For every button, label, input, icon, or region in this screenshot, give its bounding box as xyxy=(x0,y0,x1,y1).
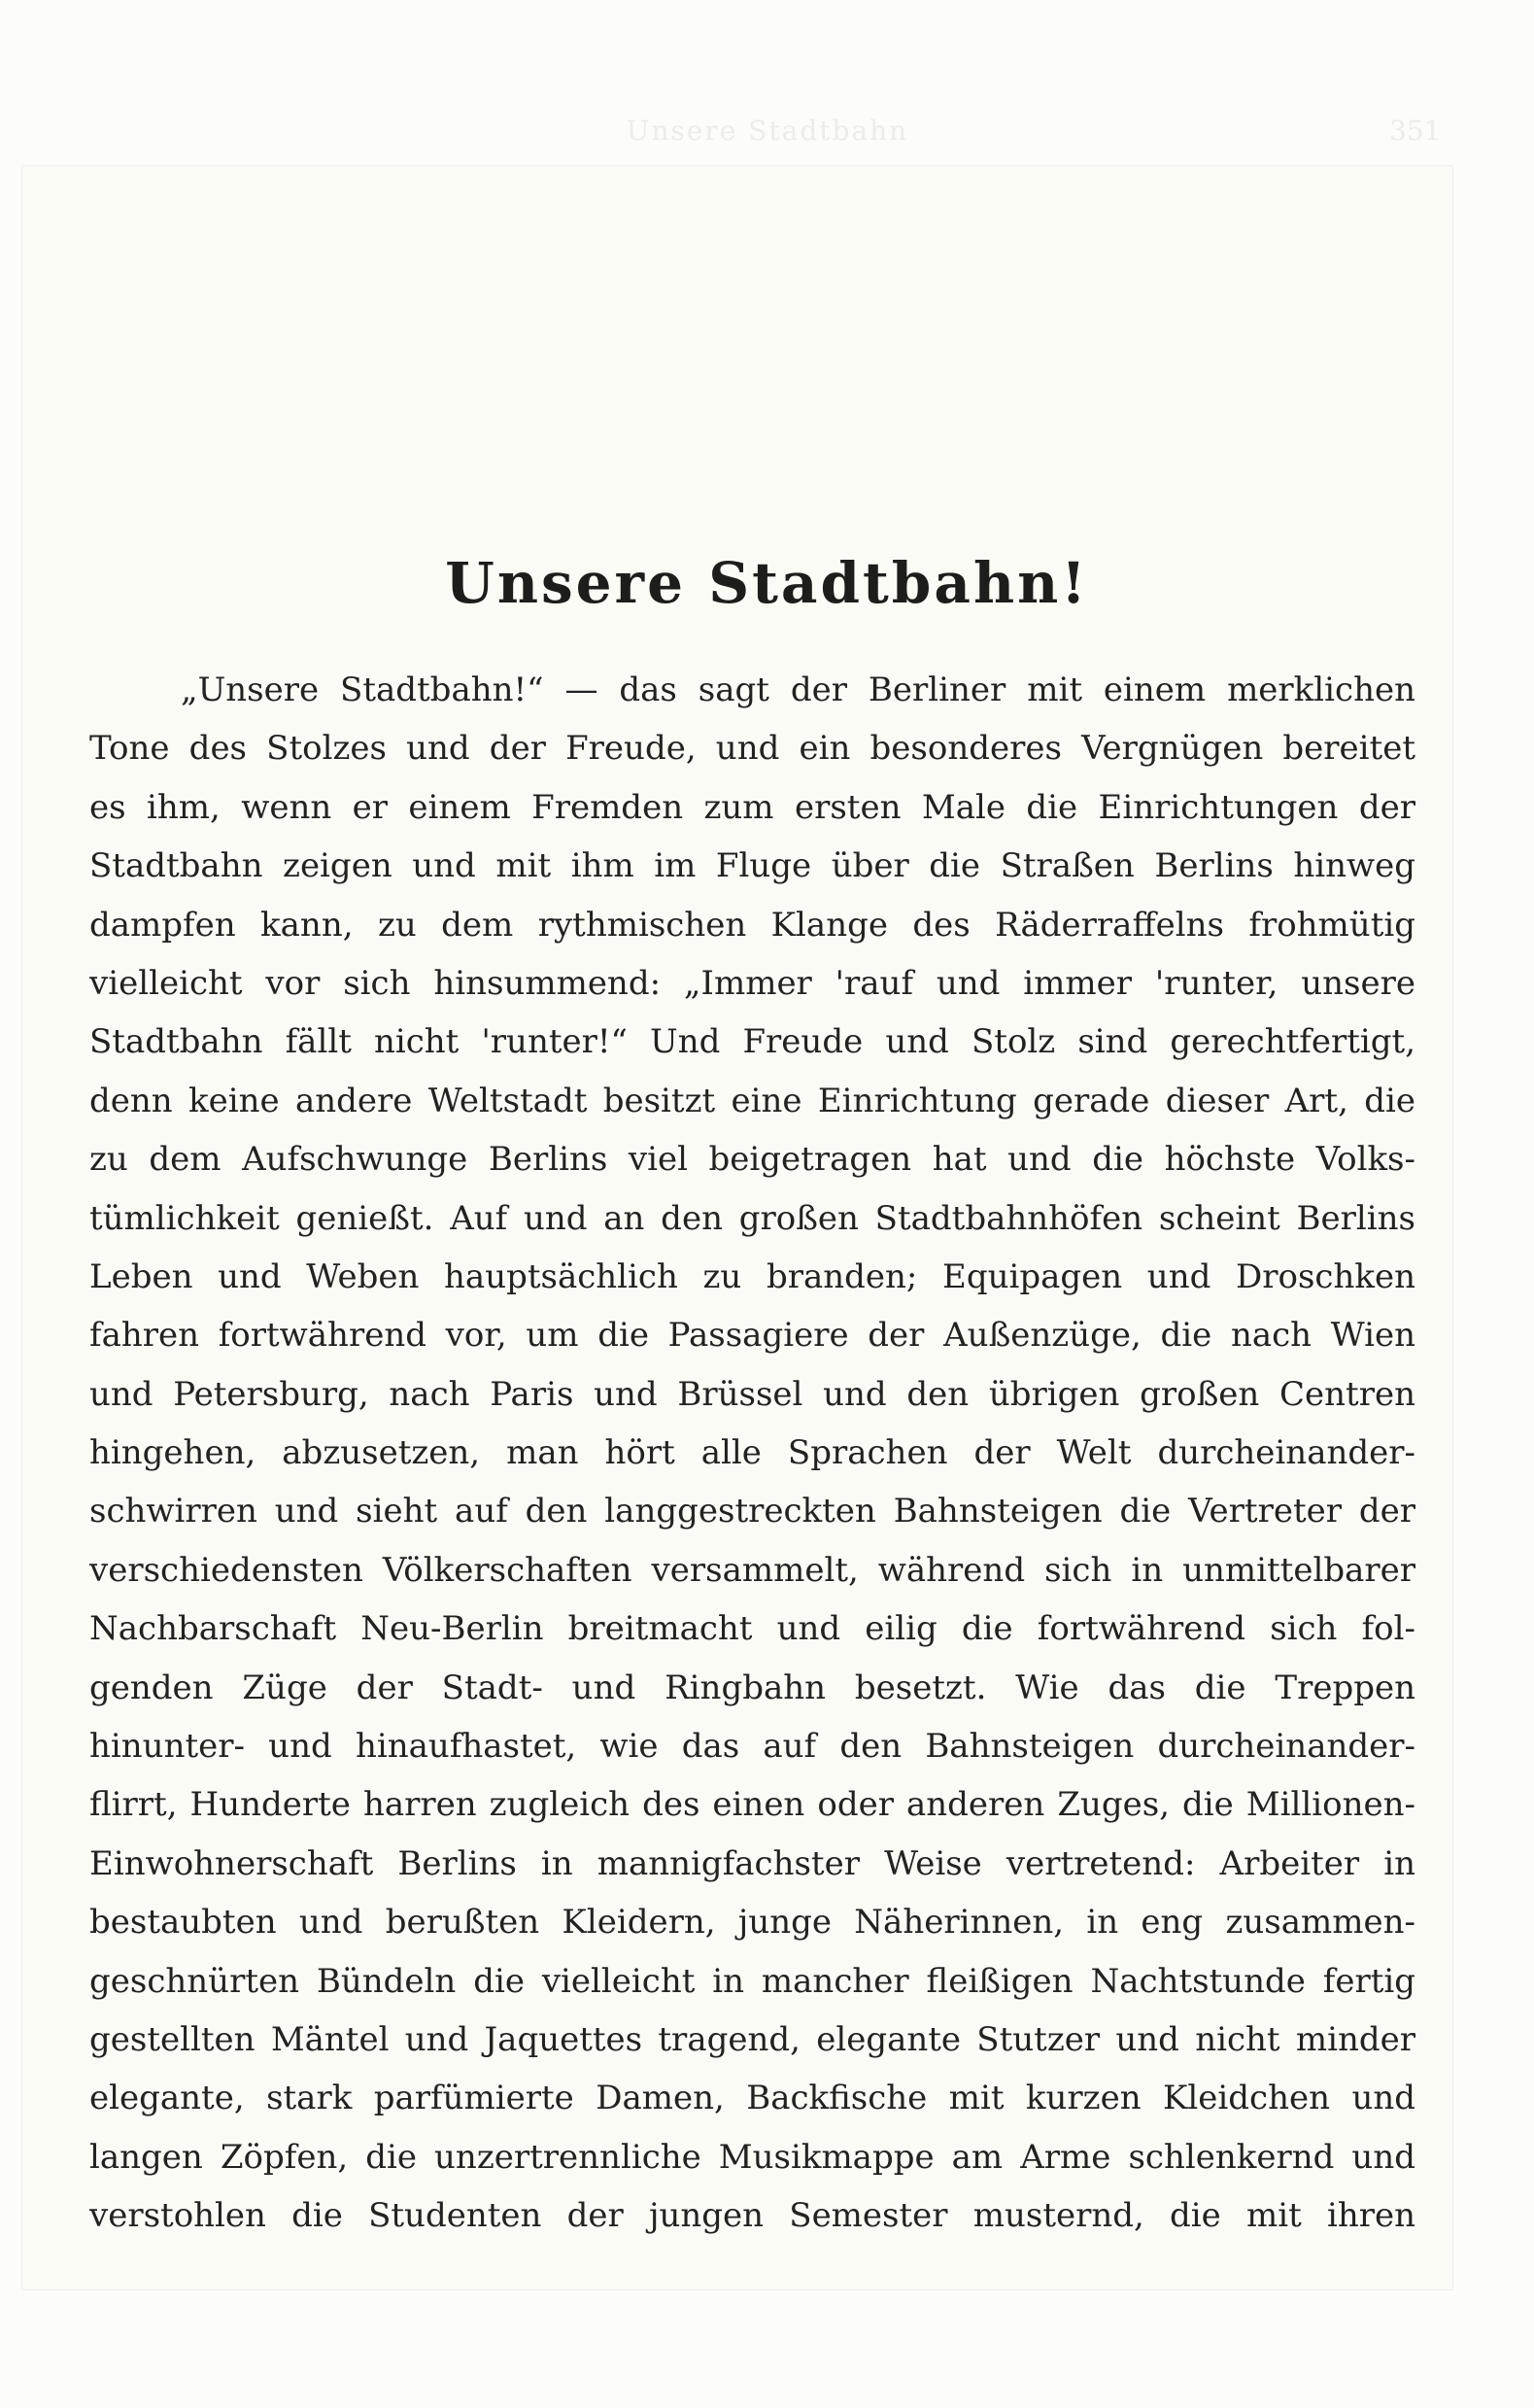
text-line: bestaubten und berußten Kleidern, junge Näherinnen, in eng zusammen- xyxy=(89,1903,1415,1943)
text-line: Einwohnerschaft Berlins in mannigfachster Weise vertretend: Arbeiter in xyxy=(89,1843,1415,1883)
text-line: gestellten Mäntel und Jaquettes tragend, elegante Stutzer und nicht minder xyxy=(89,2019,1415,2059)
text-line: „Unsere Stadtbahn!“ — das sagt der Berliner mit einem merklichen xyxy=(181,671,1415,709)
text-line: Stadtbahn fällt nicht 'runter!“ Und Freude und Stolz sind gerechtfertigt, xyxy=(89,1022,1415,1062)
article-title: Unsere Stadtbahn! xyxy=(445,550,1089,616)
text-line: langen Zöpfen, die unzertrennliche Musikmappe am Arme schlenkernd und xyxy=(89,2137,1415,2177)
text-line: fahren fortwährend vor, um die Passagiere der Außenzüge, die nach Wien xyxy=(89,1316,1415,1356)
text-line: verschiedensten Völkerschaften versammelt, während sich in unmittelbarer xyxy=(89,1550,1415,1590)
text-line: geschnürten Bündeln die vielleicht in mancher fleißigen Nachtstunde fertig xyxy=(89,1961,1415,2001)
text-line: denn keine andere Weltstadt besitzt eine Einrichtung gerade dieser Art, die xyxy=(89,1081,1415,1120)
text-line: vielleicht vor sich hinsummend: „Immer 'rauf und immer 'runter, unsere xyxy=(89,963,1415,1003)
text-line: elegante, stark parfümierte Damen, Backfische mit kurzen Kleidchen und xyxy=(89,2079,1415,2118)
text-line: hinunter- und hinaufhastet, wie das auf den Bahnsteigen durcheinander- xyxy=(89,1727,1415,1767)
text-line: dampfen kann, zu dem rythmischen Klange des Räderraffelns frohmütig xyxy=(89,905,1415,945)
page-number: 351 xyxy=(1389,115,1442,147)
text-line: genden Züge der Stadt- und Ringbahn besetzt. Wie das die Treppen xyxy=(89,1668,1415,1707)
running-head: Unsere Stadtbahn xyxy=(626,115,909,147)
text-line: verstohlen die Studenten der jungen Semester musternd, die mit ihren xyxy=(89,2196,1415,2236)
text-line: tümlichkeit genießt. Auf und an den großen Stadtbahnhöfen scheint Berlins xyxy=(89,1198,1415,1238)
text-line: und Petersburg, nach Paris und Brüssel und den übrigen großen Centren xyxy=(89,1374,1415,1414)
text-line: Nachbarschaft Neu-Berlin breitmacht und eilig die fortwährend sich fol- xyxy=(89,1609,1415,1649)
text-line: flirrt, Hunderte harren zugleich des einen oder anderen Zuges, die Millionen- xyxy=(89,1785,1415,1825)
text-line: Tone des Stolzes und der Freude, und ein besonderes Vergnügen bereitet xyxy=(89,729,1415,769)
text-line: es ihm, wenn er einem Fremden zum ersten Male die Einrichtungen der xyxy=(89,787,1415,827)
text-line: schwirren und sieht auf den langgestreckten Bahnsteigen die Vertreter der xyxy=(89,1492,1415,1531)
article-body xyxy=(89,661,1415,2246)
text-line: Leben und Weben hauptsächlich zu branden; Equipagen und Droschken xyxy=(89,1256,1415,1296)
text-line: Stadtbahn zeigen und mit ihm im Fluge über die Straßen Berlins hinweg xyxy=(89,846,1415,886)
text-line: hingehen, abzusetzen, man hört alle Sprachen der Welt durcheinander- xyxy=(89,1433,1415,1473)
text-line: zu dem Aufschwunge Berlins viel beigetragen hat und die höchste Volks- xyxy=(89,1140,1415,1180)
